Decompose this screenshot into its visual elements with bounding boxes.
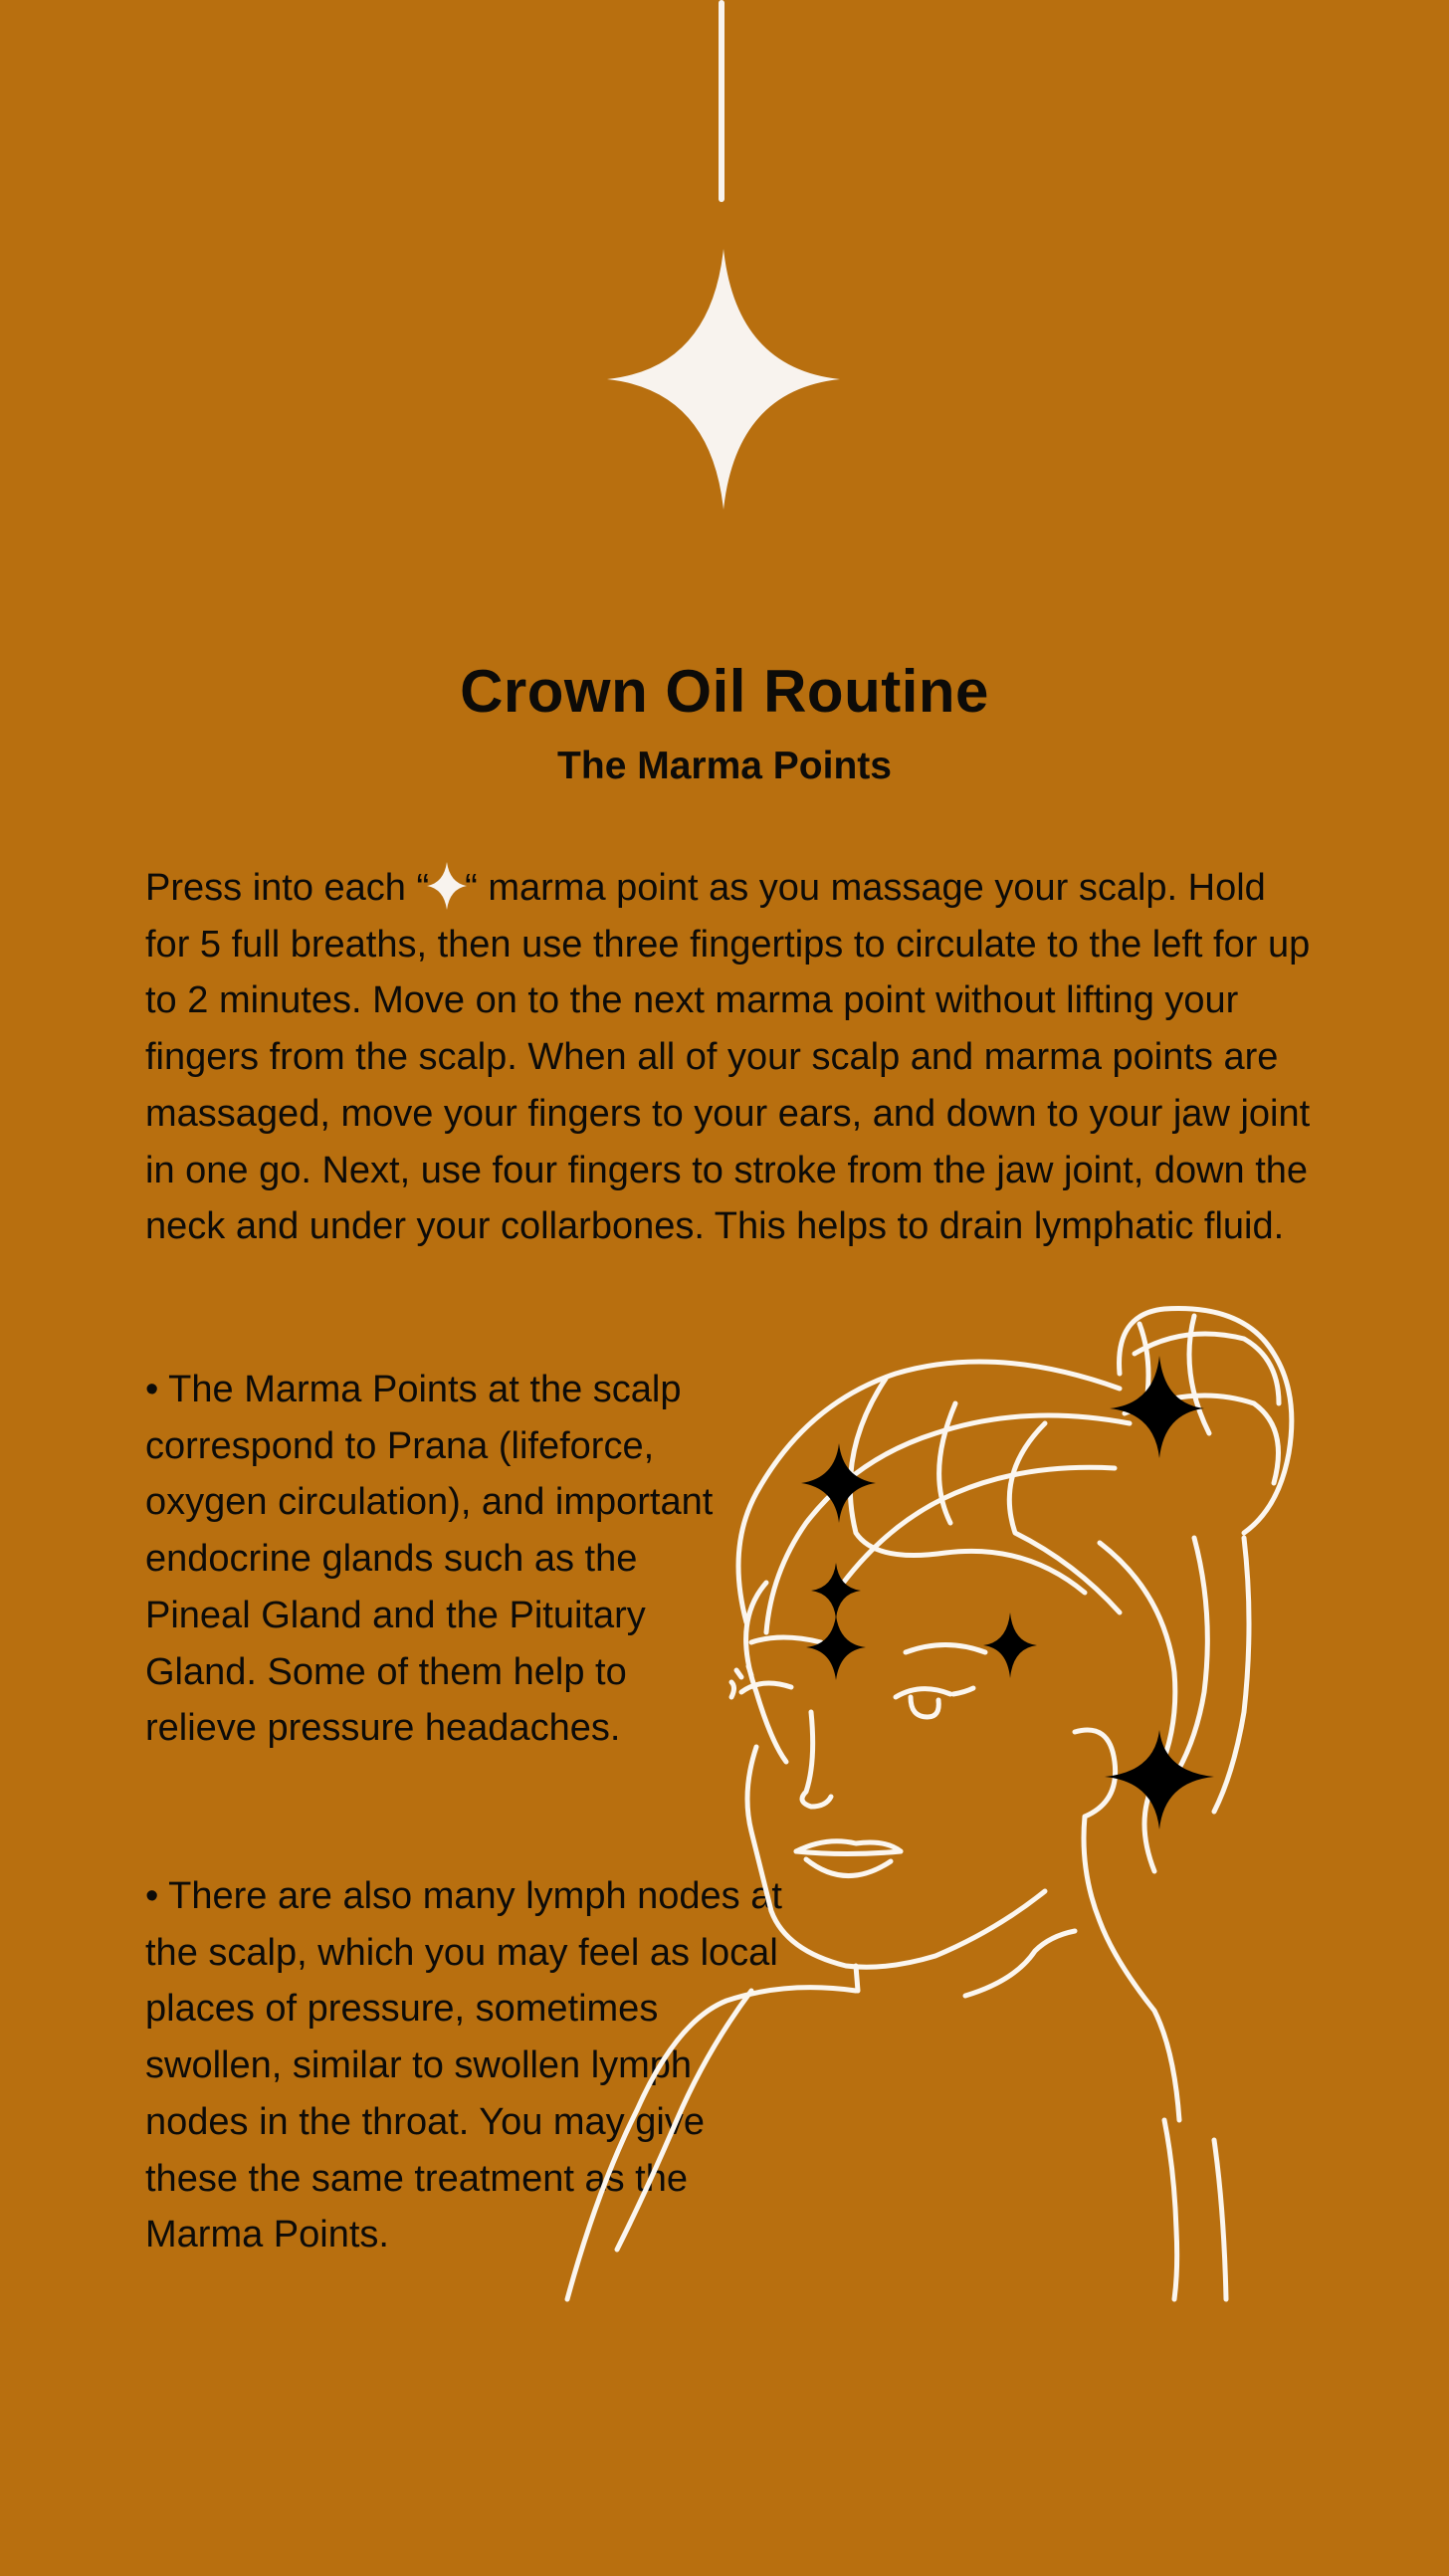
intro-text-end: “ marma point as you massage your scalp. Hold for 5 full breaths, then use three fingertips to circulate to the left for up to 2 minutes. Move on to the next marma point without lifting your fingers from the scalp. When all of your scalp and marma points are massaged, move your fingers to your ears, and down to your jaw joint in one go. Next, use four fingers to stroke from the jaw joint, down the neck and under your collarbones. This helps to drain lymphatic fluid. xyxy=(145,867,1311,1248)
woman-face-illustration xyxy=(557,1294,1314,2309)
page-title: Crown Oil Routine xyxy=(460,658,989,725)
bullet-marma-points: • The Marma Points at the scalp correspond to Prana (lifeforce, oxygen circulation), and important endocrine glands such as the Pineal Gland and the Pituitary Gland. Some of them help to relieve pressure headaches. xyxy=(145,1369,714,1750)
page-subtitle: The Marma Points xyxy=(557,745,892,787)
intro-paragraph xyxy=(145,858,1320,1255)
bullet-lymph-nodes: • There are also many lymph nodes at the scalp, which you may feel as local places of pressure, sometimes swollen, similar to swollen lymph nodes in the throat. You may give these the same treatment as the Marma Points. xyxy=(145,1875,782,2256)
four-point-star-icon xyxy=(607,249,840,510)
hanging-line xyxy=(719,0,724,202)
four-point-star-icon xyxy=(427,858,467,914)
intro-text-start: Press into each “ xyxy=(145,867,430,909)
